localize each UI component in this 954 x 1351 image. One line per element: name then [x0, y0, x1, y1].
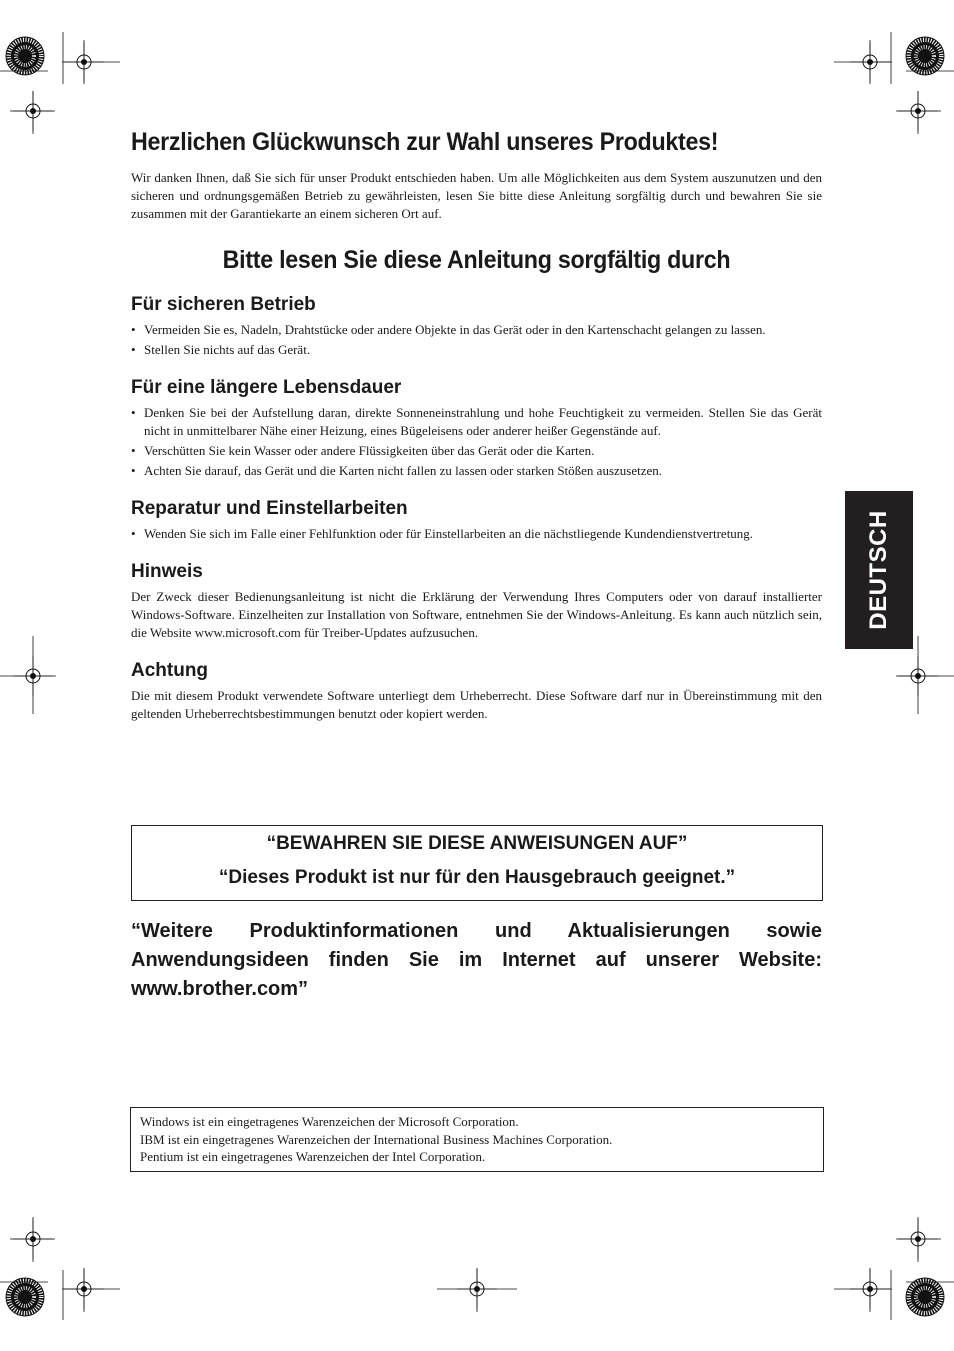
trademark-box — [130, 1107, 824, 1172]
section-title: Bitte lesen Sie diese Anleitung sorgfältig durch — [222, 246, 731, 274]
notice-box — [131, 825, 823, 901]
list-item: • Wenden Sie sich im Falle einer Fehlfunktion oder für Einstellarbeiten an die nächstliegende Kundendienstvertretung. — [131, 525, 822, 543]
starburst-mark — [6, 1278, 44, 1316]
section-heading: Reparatur und Einstellarbeiten — [131, 498, 408, 519]
list-item: • Achten Sie darauf, das Gerät und die Karten nicht fallen zu lassen oder starken Stößen auszusetzen. — [131, 462, 822, 480]
trademark-line: Pentium ist ein eingetragenes Warenzeichen der Intel Corporation. — [140, 1149, 486, 1164]
list-item: • Denken Sie bei der Aufstellung daran, direkte Sonneneinstrahlung und hohe Feuchtigkeit zu vermeiden. Stellen Sie das Gerät nicht in unmittelbarer Nähe einer Heizung, eines Bügeleisens oder anderer heißer Gegenstände auf. — [131, 404, 822, 440]
section-achtung — [131, 659, 822, 723]
website-note: “Weitere Produktinformationen und Aktualisierungen sowie Anwendungsideen finden Sie im Internet auf unserer Website: www.brother.com” — [131, 920, 822, 1000]
section-safe-operation — [131, 293, 822, 359]
section-heading: Für eine längere Lebensdauer — [131, 377, 402, 398]
starburst-mark — [6, 37, 44, 75]
trademark-line: IBM ist ein eingetragenes Warenzeichen der International Business Machines Corporation. — [140, 1131, 613, 1147]
main-content — [131, 128, 822, 723]
achtung-text: Die mit diesem Produkt verwendete Software unterliegt dem Urheberrecht. Diese Software darf nur in Übereinstimmung mit den geltenden Urheberrechtsbestimmungen benutzt oder kopiert werden. — [131, 688, 822, 721]
notice-line-2: “Dieses Produkt ist nur für den Hausgebrauch geeignet.” — [218, 867, 736, 888]
section-hinweis — [131, 560, 822, 642]
section-heading: Achtung — [131, 660, 209, 681]
language-tab — [845, 491, 913, 649]
section-heading: Hinweis — [131, 561, 203, 582]
bullet-list — [131, 525, 822, 543]
bullet-list — [131, 321, 822, 359]
notice-line-1: “BEWAHREN SIE DIESE ANWEISUNGEN AUF” — [266, 833, 688, 854]
intro-paragraph: Wir danken Ihnen, daß Sie sich für unser Produkt entschieden haben. Um alle Möglichkeiten aus dem System auszunutzen und den sicheren und ordnungsgemäßen Betrieb zu gewährleisten, lesen Sie bitte diese Anleitung sorgfältig durch und bewahren Sie sie zusammen mit der Garantiekarte an einem sicheren Ort auf. — [131, 170, 822, 221]
section-longer-life — [131, 376, 822, 480]
page-title: Herzlichen Glückwunsch zur Wahl unseres Produktes! — [131, 128, 719, 156]
list-item: • Verschütten Sie kein Wasser oder andere Flüssigkeiten über das Gerät oder die Karten. — [131, 442, 822, 460]
starburst-mark — [906, 1278, 944, 1316]
list-item: • Vermeiden Sie es, Nadeln, Drahtstücke oder andere Objekte in das Gerät oder in den Kartenschacht gelangen zu lassen. — [131, 321, 822, 339]
section-heading: Für sicheren Betrieb — [131, 294, 316, 315]
starburst-mark — [906, 37, 944, 75]
language-tab-label: DEUTSCH — [865, 510, 892, 630]
trademark-line: Windows ist ein eingetragenes Warenzeichen der Microsoft Corporation. — [140, 1114, 519, 1129]
bullet-list — [131, 404, 822, 480]
section-repair — [131, 497, 822, 543]
hinweis-text: Der Zweck dieser Bedienungsanleitung ist nicht die Erklärung der Verwendung Ihres Computers oder von darauf installierter Windows-Software. Einzelheiten zur Installation von Software, entnehmen Sie der Windows-Anleitung. Es kann auch nützlich sein, die Website www.microsoft.com für Treiber-Updates aufzusuchen. — [131, 589, 822, 640]
list-item: • Stellen Sie nichts auf das Gerät. — [131, 341, 822, 359]
